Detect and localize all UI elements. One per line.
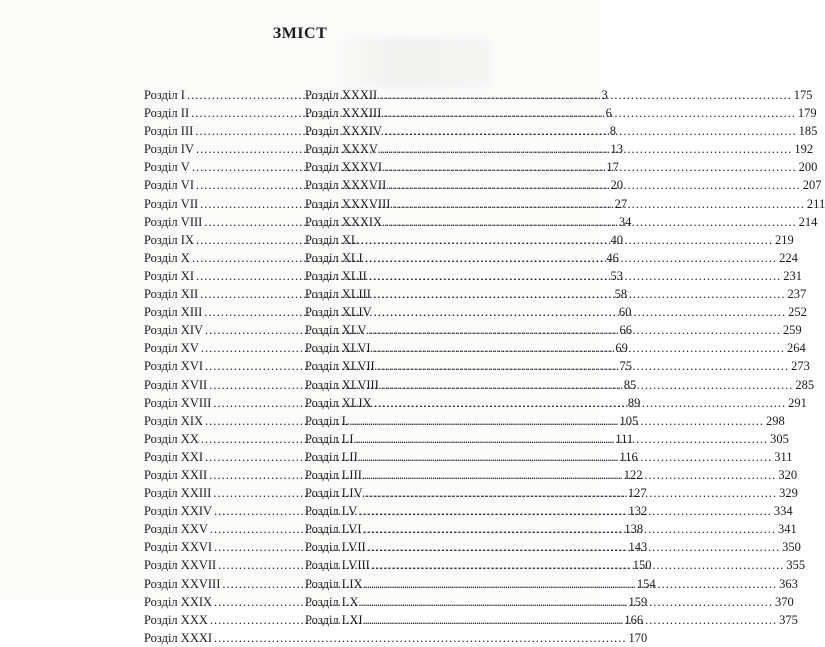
toc-entry-page-number: 13: [610, 142, 623, 157]
dot-leader: [360, 231, 773, 249]
toc-entry-page-number: 105: [619, 413, 639, 428]
toc-entry-page-number: 154: [636, 576, 656, 591]
toc-entry-page-number: 192: [794, 142, 814, 157]
dot-leader: [373, 285, 786, 303]
toc-entry-label: Розділ XXIV: [144, 504, 213, 519]
dot-leader: [360, 448, 773, 466]
toc-entry-page-number: 200: [798, 160, 818, 175]
toc-entry-page-number: 53: [610, 268, 623, 283]
toc-entry-page-number: 89: [627, 395, 641, 410]
toc-entry-page-number: 185: [798, 124, 818, 139]
dot-leader: [363, 520, 776, 538]
toc-entry-page-number: 34: [618, 214, 632, 229]
toc-entry-label: Розділ XLV: [305, 323, 367, 338]
toc-entry-page-number: 138: [624, 522, 644, 537]
toc-entry-label: Розділ I: [144, 88, 185, 102]
toc-entry-page-number: 363: [779, 576, 798, 591]
toc-entry-page-number: 20: [610, 178, 623, 193]
toc-entry-page-number: 237: [787, 287, 807, 302]
toc-entry-page-number: 150: [632, 558, 652, 573]
dot-leader: [372, 556, 785, 574]
toc-entry-page-number: 334: [773, 504, 793, 519]
toc-entry-label: Розділ XXVII: [144, 558, 217, 573]
toc-entry-label: Розділ XXIII: [144, 486, 212, 501]
dot-leader: [365, 249, 778, 267]
toc-entry-page-number: 311: [774, 449, 793, 464]
toc-entry-page-number: 3: [601, 88, 608, 102]
toc-entry-label: Розділ XLVII: [305, 359, 375, 374]
toc-entry: [305, 86, 813, 104]
toc-entry-page-number: 179: [797, 106, 817, 121]
toc-entry-page-number: 211: [806, 196, 825, 211]
toc-entry-page-number: 111: [615, 431, 634, 446]
toc-entry-page-number: 75: [619, 359, 633, 374]
dot-leader: [360, 593, 773, 611]
dot-leader: [374, 394, 787, 412]
dot-leader: [392, 195, 805, 213]
toc-entry-label: Розділ XLVI: [305, 341, 371, 356]
dot-leader: [356, 430, 769, 448]
toc-entry-label: Розділ III: [144, 124, 194, 139]
toc-entry-label: Розділ XXVI: [144, 540, 213, 555]
dot-leader: [384, 122, 797, 140]
toc-entry-label: Розділ IV: [144, 142, 194, 157]
toc-entry-page-number: 285: [795, 377, 815, 392]
toc-entry-page-number: 207: [802, 178, 822, 193]
toc-entry-label: Розділ XLVIII: [305, 377, 379, 392]
toc-entry-label: Розділ XVI: [144, 359, 204, 374]
toc-entry-label: Розділ LIII: [305, 467, 362, 482]
dot-leader: [359, 502, 772, 520]
toc-entry-page-number: 259: [782, 323, 802, 338]
toc-entry-label: Розділ XLIII: [305, 287, 371, 302]
toc-entry-label: Розділ XXXIX: [305, 214, 383, 229]
toc-entry-label: Розділ XLIX: [305, 395, 372, 410]
toc-entry-page-number: 159: [628, 594, 648, 609]
toc-entry-label: Розділ XXIX: [144, 594, 213, 609]
toc-entry-label: Розділ XII: [144, 287, 199, 302]
dot-leader: [379, 86, 792, 104]
toc-entry-page-number: 66: [619, 323, 633, 338]
dot-leader: [214, 629, 627, 647]
toc-entry-label: Розділ XLI: [305, 250, 363, 265]
toc-entry-label: Розділ XLIV: [305, 305, 372, 320]
toc-entry-label: Розділ LVII: [305, 540, 366, 555]
toc-entry-label: Розділ XXXIV: [305, 124, 383, 139]
toc-entry-page-number: 8: [609, 124, 617, 139]
toc-entry-page-number: 214: [798, 214, 818, 229]
toc-entry-label: Розділ LI: [305, 431, 354, 446]
dot-leader: [388, 176, 801, 194]
toc-entry-label: Розділ XXII: [144, 467, 208, 482]
toc-entry-label: Розділ XXV: [144, 522, 208, 537]
toc-entry: [144, 629, 648, 647]
toc-entry-label: Розділ XIV: [144, 323, 204, 338]
toc-entry-label: Розділ XXXIII: [305, 106, 382, 121]
toc-entry-label: Розділ XVII: [144, 377, 208, 392]
toc-entry-label: Розділ XXI: [144, 449, 204, 464]
toc-entry-label: Розділ XXXI: [144, 630, 213, 645]
print-through-shadow: [330, 38, 490, 88]
dot-leader: [381, 376, 794, 394]
toc-entry-label: Розділ LIV: [305, 486, 363, 501]
toc-entry-label: Розділ VII: [144, 196, 199, 211]
toc-entry-label: Розділ LXI: [305, 612, 363, 627]
dot-leader: [365, 484, 778, 502]
toc-entry-label: Розділ XXXVIII: [305, 196, 391, 211]
toc-entry-label: Розділ LX: [305, 594, 359, 609]
toc-entry-label: Розділ LII: [305, 449, 358, 464]
toc-entry-page-number: 6: [605, 106, 612, 121]
toc-entry-page-number: 143: [628, 540, 648, 555]
toc-entry-page-number: 122: [623, 467, 643, 482]
dot-leader: [365, 575, 778, 593]
toc-entry-label: Розділ XIII: [144, 305, 203, 320]
toc-entry-page-number: 231: [783, 268, 803, 283]
dot-leader: [369, 267, 782, 285]
toc-entry-page-number: 219: [774, 232, 794, 247]
toc-entry-page-number: 291: [788, 395, 807, 410]
toc-entry-page-number: 370: [774, 594, 794, 609]
dot-leader: [384, 213, 797, 231]
toc-entry-label: Розділ XV: [144, 341, 199, 356]
toc-entry-label: Розділ LIX: [305, 576, 363, 591]
toc-entry-page-number: 127: [627, 486, 647, 501]
toc-entry-page-number: 40: [610, 232, 623, 247]
toc-entry-page-number: 341: [777, 522, 797, 537]
toc-entry-page-number: 46: [606, 250, 619, 265]
toc-entry-page-number: 298: [765, 413, 785, 428]
dot-leader: [368, 321, 781, 339]
toc-entry-page-number: 350: [782, 540, 801, 555]
toc-entry-page-number: 85: [623, 377, 637, 392]
toc-entry-page-number: 60: [618, 305, 632, 320]
toc-entry-page-number: 69: [615, 341, 628, 356]
toc-entry-page-number: 58: [614, 287, 628, 302]
toc-entry-label: Розділ XI: [144, 268, 194, 283]
dot-leader: [364, 466, 777, 484]
toc-entry-label: Розділ X: [144, 250, 190, 265]
toc-entry-label: Розділ XXX: [144, 612, 208, 627]
toc-entry-page-number: 132: [628, 504, 648, 519]
page-title: ЗМІСТ: [272, 25, 328, 42]
toc-entry-label: Розділ II: [144, 106, 190, 121]
toc-entry-page-number: 170: [628, 630, 648, 645]
toc-entry-label: Розділ XL: [305, 232, 359, 247]
toc-entry-page-number: 329: [779, 486, 798, 501]
toc-entry-page-number: 175: [793, 88, 813, 102]
dot-leader: [365, 611, 778, 629]
toc-entry-label: Розділ LV: [305, 504, 358, 519]
toc-entry-label: Розділ XLII: [305, 268, 367, 283]
toc-entry-label: Розділ IX: [144, 232, 194, 247]
toc-entry-label: Розділ VIII: [144, 214, 203, 229]
dot-leader: [384, 158, 797, 176]
dot-leader: [373, 339, 786, 357]
toc-entry-page-number: 320: [778, 467, 798, 482]
toc-entry-label: Розділ XXXVII: [305, 178, 387, 193]
toc-entry-page-number: 116: [619, 449, 638, 464]
toc-entry-page-number: 355: [786, 558, 806, 573]
toc-entry-label: Розділ V: [144, 160, 190, 175]
toc-entry-page-number: 166: [624, 612, 644, 627]
toc-entry-label: Розділ XX: [144, 431, 199, 446]
toc-entry: [305, 104, 817, 122]
toc-entry-label: Розділ LVI: [305, 522, 362, 537]
dot-leader: [351, 412, 764, 430]
toc-entry-page-number: 264: [787, 341, 806, 356]
toc-entry-page-number: 224: [779, 250, 798, 265]
toc-entry-label: Розділ XXXII: [305, 88, 378, 102]
toc-entry-page-number: 17: [606, 160, 619, 175]
toc-entry-page-number: 305: [770, 431, 789, 446]
dot-leader: [380, 140, 793, 158]
dot-leader: [374, 303, 787, 321]
toc-entry: [305, 176, 822, 194]
dot-leader: [377, 357, 790, 375]
dot-leader: [383, 104, 796, 122]
toc-entry-label: Розділ VI: [144, 178, 194, 193]
toc-entry-label: Розділ XXXVI: [305, 160, 383, 175]
toc-entry-label: Розділ XVIII: [144, 395, 212, 410]
toc-entry-page-number: 252: [788, 305, 807, 320]
toc-entry-page-number: 273: [791, 359, 810, 374]
toc-entry-page-number: 375: [779, 612, 798, 627]
toc-entry-label: Розділ L: [305, 413, 350, 428]
toc-entry: [305, 122, 818, 140]
toc-entry-label: Розділ LVIII: [305, 558, 370, 573]
toc-entry-label: Розділ XIX: [144, 413, 204, 428]
toc-entry-label: Розділ XXVIII: [144, 576, 221, 591]
toc-entry-label: Розділ XXXV: [305, 142, 378, 157]
toc-entry-page-number: 27: [614, 196, 628, 211]
dot-leader: [368, 538, 781, 556]
toc-entry: [305, 376, 815, 394]
